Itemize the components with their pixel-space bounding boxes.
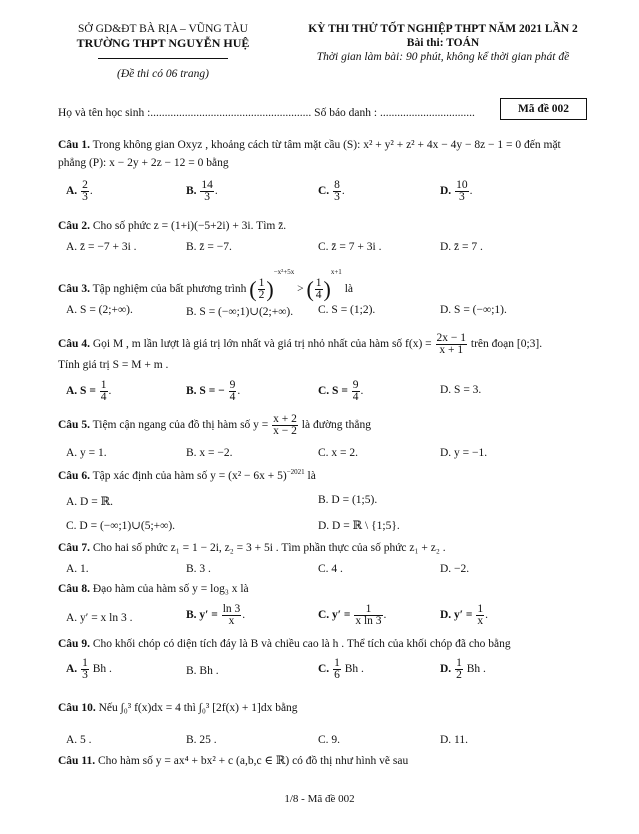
question-11 bbox=[58, 753, 598, 767]
q1-label: Câu 1. bbox=[58, 139, 90, 151]
q10-label: Câu 10. bbox=[58, 702, 96, 714]
page-footer: 1/8 - Mã đề 002 bbox=[284, 793, 355, 805]
q11-text: Cho hàm số y = ax⁴ + bx² + c (a,b,c ∈ ℝ) có đồ thị như hình vẽ sau bbox=[97, 755, 409, 767]
q1-d-fraction: $\frac{10}{3}$ bbox=[456, 179, 468, 203]
q2-option-a[interactable]: A. z̄ = −7 + 3i . bbox=[66, 241, 137, 253]
q3-option-b[interactable]: B. S = (−∞;1)∪(2;+∞). bbox=[186, 306, 294, 318]
question-7 bbox=[58, 542, 598, 554]
q3-label: Câu 3. bbox=[58, 283, 90, 295]
q2-option-d[interactable]: D. z̄ = 7 . bbox=[440, 241, 483, 253]
time-note: Thời gian làm bài: 90 phút, không kể thời gian phát đề bbox=[316, 51, 570, 63]
q9-option-b[interactable]: B. Bh . bbox=[186, 665, 219, 677]
q3-text-post: là bbox=[344, 283, 353, 295]
q6-text: Tập xác định của hàm số y = (x² − 6x + 5) bbox=[92, 469, 287, 482]
q8-text: Đạo hàm của hàm số y = log₃ x là bbox=[92, 583, 249, 595]
q1-option-d[interactable]: D. $\frac{10}{3}$ . bbox=[440, 179, 473, 203]
question-1 bbox=[58, 139, 598, 151]
q1-c-fraction: $\frac{8}{3}$ bbox=[334, 179, 340, 203]
q8-option-d[interactable]: D. y′ = $\frac{1}{x}$ . bbox=[440, 603, 488, 627]
q4-text: Gọi M , m lần lượt là giá trị lớn nhất và giá trị nhỏ nhất của hàm số f(x) = bbox=[92, 338, 432, 351]
question-9 bbox=[58, 638, 598, 650]
question-2 bbox=[58, 220, 598, 232]
question-5 bbox=[58, 414, 598, 437]
q5-option-c[interactable]: C. x = 2. bbox=[318, 447, 359, 459]
q9-option-a[interactable]: A. $\frac{1}{3}$ Bh . bbox=[66, 657, 112, 681]
q6-option-b[interactable]: B. D = (1;5). bbox=[318, 494, 378, 506]
q2-text: Cho số phức z = (1+i)(−5+2i) + 3i. Tìm z̄. bbox=[92, 220, 287, 232]
q5-option-d[interactable]: D. y = −1. bbox=[440, 447, 488, 459]
student-info-line: Họ và tên học sinh :........................................................ Số báo danh : ................................. bbox=[58, 107, 475, 119]
q3-text: Tập nghiệm của bất phương trình bbox=[92, 283, 247, 295]
q1-option-a[interactable]: A. $\frac{2}{3}$ . bbox=[66, 179, 93, 203]
question-10 bbox=[58, 702, 598, 714]
q8-option-a[interactable]: A. y′ = x ln 3 . bbox=[66, 612, 133, 624]
q7-option-a[interactable]: A. 1. bbox=[66, 563, 89, 575]
q7-option-c[interactable]: C. 4 . bbox=[318, 563, 343, 575]
q7-text: Cho hai số phức z₁ = 1 − 2i, z₂ = 3 + 5i . Tìm phần thực của số phức z₁ + z₂ . bbox=[92, 542, 446, 554]
q2-label: Câu 2. bbox=[58, 220, 90, 232]
q1-b-fraction: $\frac{14}{3}$ bbox=[201, 179, 213, 203]
q1-text: Trong không gian Oxyz , khoảng cách từ tâm mặt cầu (S): x² + y² + z² + 4x − 4y − 8z − 1 = 0 đến mặt bbox=[92, 139, 561, 151]
q5-text-post: là đường thẳng bbox=[301, 419, 371, 432]
q4-option-a[interactable]: A. S = $\frac{1}{4}$ . bbox=[66, 379, 112, 403]
department: SỞ GD&ĐT BÀ RỊA – VŨNG TÀU bbox=[78, 23, 248, 35]
q4-label: Câu 4. bbox=[58, 338, 90, 351]
q9-text: Cho khối chóp có diện tích đáy là B và chiều cao là h . Thể tích của khối chóp đã cho bằng bbox=[92, 638, 511, 650]
q6-option-a[interactable]: A. D = ℝ. bbox=[66, 496, 114, 508]
q3-exponent-2: x+1 bbox=[330, 268, 342, 276]
q3-option-c[interactable]: C. S = (1;2). bbox=[318, 304, 376, 316]
q7-option-b[interactable]: B. 3 . bbox=[186, 563, 211, 575]
q9-label: Câu 9. bbox=[58, 638, 90, 650]
q8-option-b[interactable]: B. y′ = $\frac{\ln 3}{x}$ . bbox=[186, 603, 246, 627]
q3-fraction-1: $\frac{1}{2}$ bbox=[258, 276, 265, 301]
q3-option-a[interactable]: A. S = (2;+∞). bbox=[66, 304, 133, 316]
q6-option-c[interactable]: C. D = (−∞;1)∪(5;+∞). bbox=[66, 520, 176, 532]
q11-label: Câu 11. bbox=[58, 755, 96, 767]
q7-label: Câu 7. bbox=[58, 542, 90, 554]
q5-fraction: $\frac{x + 2}{x - 2}$ bbox=[273, 413, 297, 437]
q2-option-c[interactable]: C. z̄ = 7 + 3i . bbox=[318, 241, 382, 253]
q2-option-b[interactable]: B. z̄ = −7. bbox=[186, 241, 232, 253]
header-left bbox=[58, 22, 268, 81]
q10-option-a[interactable]: A. 5 . bbox=[66, 734, 92, 746]
header-rule bbox=[98, 58, 228, 59]
q5-option-a[interactable]: A. y = 1. bbox=[66, 447, 107, 459]
q6-label: Câu 6. bbox=[58, 469, 90, 482]
q7-option-d[interactable]: D. −2. bbox=[440, 563, 470, 575]
school-name: TRƯỜNG THPT NGUYỄN HUỆ bbox=[76, 36, 250, 50]
exam-title: KỲ THI THỬ TỐT NGHIỆP THPT NĂM 2021 LẦN 2 bbox=[308, 23, 578, 35]
q9-option-d[interactable]: D. $\frac{1}{2}$ Bh . bbox=[440, 657, 486, 681]
question-8 bbox=[58, 583, 598, 595]
q8-option-c[interactable]: C. y′ = $\frac{1}{\text{x ln 3}}$ . bbox=[318, 603, 387, 627]
q4-text-post: trên đoạn [0;3]. bbox=[470, 338, 543, 351]
header-right bbox=[278, 22, 608, 64]
q5-option-b[interactable]: B. x = −2. bbox=[186, 447, 233, 459]
question-6 bbox=[58, 468, 598, 482]
q8-label: Câu 8. bbox=[58, 583, 90, 595]
pages-note: (Đề thi có 06 trang) bbox=[117, 68, 209, 80]
q10-option-b[interactable]: B. 25 . bbox=[186, 734, 217, 746]
q5-text: Tiệm cận ngang của đồ thị hàm số y = bbox=[92, 419, 269, 432]
q3-exponent-1: −x²+5x bbox=[273, 268, 295, 276]
subject: Bài thi: TOÁN bbox=[406, 37, 480, 49]
question-3: Câu 3. Tập nghiệm của bất phương trình ( $\frac{1}{2}$ )$^{-x^2+5x}$ > ( $\frac{1}{4}$ )$^{x+1}$ là bbox=[58, 268, 353, 302]
q6-option-d[interactable]: D. D = ℝ \ {1;5}. bbox=[318, 520, 400, 532]
question-4-line2: Tính giá trị S = M + m . bbox=[58, 359, 169, 371]
question-4 bbox=[58, 333, 598, 356]
q4-option-c[interactable]: C. S = $\frac{9}{4}$ . bbox=[318, 379, 364, 403]
q1-option-b[interactable]: B. $\frac{14}{3}$ . bbox=[186, 179, 218, 203]
q6-text-post: là bbox=[307, 469, 316, 482]
q10-text: Nếu ∫₀³ f(x)dx = 4 thì ∫₀³ [2f(x) + 1]dx bằng bbox=[98, 702, 298, 714]
q10-option-d[interactable]: D. 11. bbox=[440, 734, 469, 746]
q4-fraction: $\frac{2x - 1}{x + 1}$ bbox=[436, 332, 467, 356]
q5-label: Câu 5. bbox=[58, 419, 90, 432]
q3-option-d[interactable]: D. S = (−∞;1). bbox=[440, 304, 507, 316]
exam-code-box: Mã đề 002 bbox=[500, 98, 587, 120]
q9-option-c[interactable]: C. $\frac{1}{6}$ Bh . bbox=[318, 657, 364, 681]
q1-option-c[interactable]: C. $\frac{8}{3}$ . bbox=[318, 179, 345, 203]
q3-fraction-2: $\frac{1}{4}$ bbox=[315, 276, 322, 301]
q10-option-c[interactable]: C. 9. bbox=[318, 734, 341, 746]
q1-a-fraction: $\frac{2}{3}$ bbox=[82, 179, 88, 203]
q4-option-d[interactable]: D. S = 3. bbox=[440, 384, 482, 396]
q4-option-b[interactable]: B. S = − $\frac{9}{4}$ . bbox=[186, 379, 241, 403]
question-1-line2: phẳng (P): x − 2y + 2z − 12 = 0 bằng bbox=[58, 157, 229, 169]
q6-exponent: −2021 bbox=[286, 468, 305, 476]
